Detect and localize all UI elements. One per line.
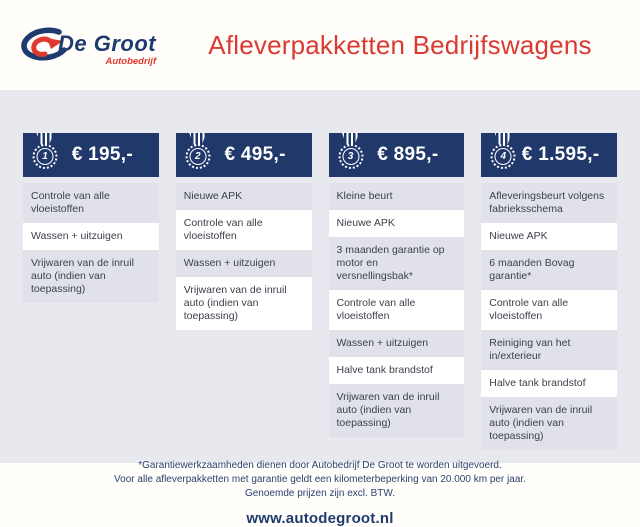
- package-rank: 2: [194, 150, 201, 162]
- package-item: Controle van alle vloeistoffen: [329, 290, 465, 330]
- package-items: [176, 183, 312, 330]
- package-rank: 1: [42, 150, 48, 162]
- package-item: Nieuwe APK: [481, 223, 617, 250]
- package-item: Nieuwe APK: [176, 183, 312, 210]
- package-item: Wassen + uitzuigen: [23, 223, 159, 250]
- package-price: € 195,-: [71, 144, 133, 165]
- medal-icon: [185, 132, 211, 172]
- package-item: Reiniging van het in/exterieur: [481, 330, 617, 370]
- package-rank: 4: [500, 150, 507, 162]
- package-items: [481, 183, 617, 450]
- package-column: [176, 133, 312, 330]
- package-item: Vrijwaren van de inruil auto (indien van toepassing): [329, 384, 465, 437]
- package-item: 6 maanden Bovag garantie*: [481, 250, 617, 290]
- package-item: Wassen + uitzuigen: [176, 250, 312, 277]
- package-items: [23, 183, 159, 303]
- footer-note: Genoemde prijzen zijn excl. BTW.: [244, 488, 396, 499]
- package-item: Vrijwaren van de inruil auto (indien van toepassing): [481, 397, 617, 450]
- package-item: Vrijwaren van de inruil auto (indien van toepassing): [176, 277, 312, 330]
- package-item: Nieuwe APK: [329, 210, 465, 237]
- package-price: € 1.595,-: [521, 144, 600, 165]
- medal-coin-icon: [491, 144, 516, 169]
- medal-icon: [490, 132, 516, 172]
- package-price: € 495,-: [224, 144, 286, 165]
- package-item: Halve tank brandstof: [329, 357, 465, 384]
- logo-brand: De Groot: [58, 31, 157, 56]
- package-items: [329, 183, 465, 437]
- package-item: Afleveringsbeurt volgens fabrieksschema: [481, 183, 617, 223]
- footer-notes: [0, 459, 640, 501]
- package-item: 3 maanden garantie op motor en versnellingsbak*: [329, 237, 465, 290]
- package-column: [481, 133, 617, 450]
- medal-coin-icon: [338, 144, 363, 169]
- logo: [14, 23, 180, 67]
- package-header: [481, 133, 617, 177]
- package-header: [23, 133, 159, 177]
- package-item: Kleine beurt: [329, 183, 465, 210]
- package-header: [329, 133, 465, 177]
- medal-icon: [32, 132, 58, 172]
- package-header: [176, 133, 312, 177]
- medal-coin-icon: [33, 144, 58, 169]
- website-text: www.autodegroot.nl: [246, 510, 394, 527]
- packages-area: [0, 90, 640, 527]
- package-rank: 3: [347, 150, 354, 162]
- medal-icon: [338, 132, 364, 172]
- footer-note: *Garantiewerkzaamheden dienen door Autobedrijf De Groot te worden uitgevoerd.: [138, 460, 502, 471]
- package-item: Wassen + uitzuigen: [329, 330, 465, 357]
- package-item: Halve tank brandstof: [481, 370, 617, 397]
- logo-subtitle: Autobedrijf: [105, 56, 157, 67]
- header: [0, 0, 640, 90]
- package-column: [23, 133, 159, 303]
- package-columns: [0, 133, 640, 450]
- medal-coin-icon: [185, 144, 210, 169]
- package-column: [329, 133, 465, 437]
- package-price: € 895,-: [377, 144, 439, 165]
- package-item: Vrijwaren van de inruil auto (indien van toepassing): [23, 250, 159, 303]
- package-item: Controle van alle vloeistoffen: [176, 210, 312, 250]
- footer-note: Voor alle afleverpakketten met garantie geldt een kilometerbeperking van 20.000 km per jaar.: [114, 474, 526, 485]
- logo-text: [58, 33, 156, 67]
- package-item: Controle van alle vloeistoffen: [481, 290, 617, 330]
- page-title: Afleverpakketten Bedrijfswagens: [208, 29, 592, 60]
- package-item: Controle van alle vloeistoffen: [23, 183, 159, 223]
